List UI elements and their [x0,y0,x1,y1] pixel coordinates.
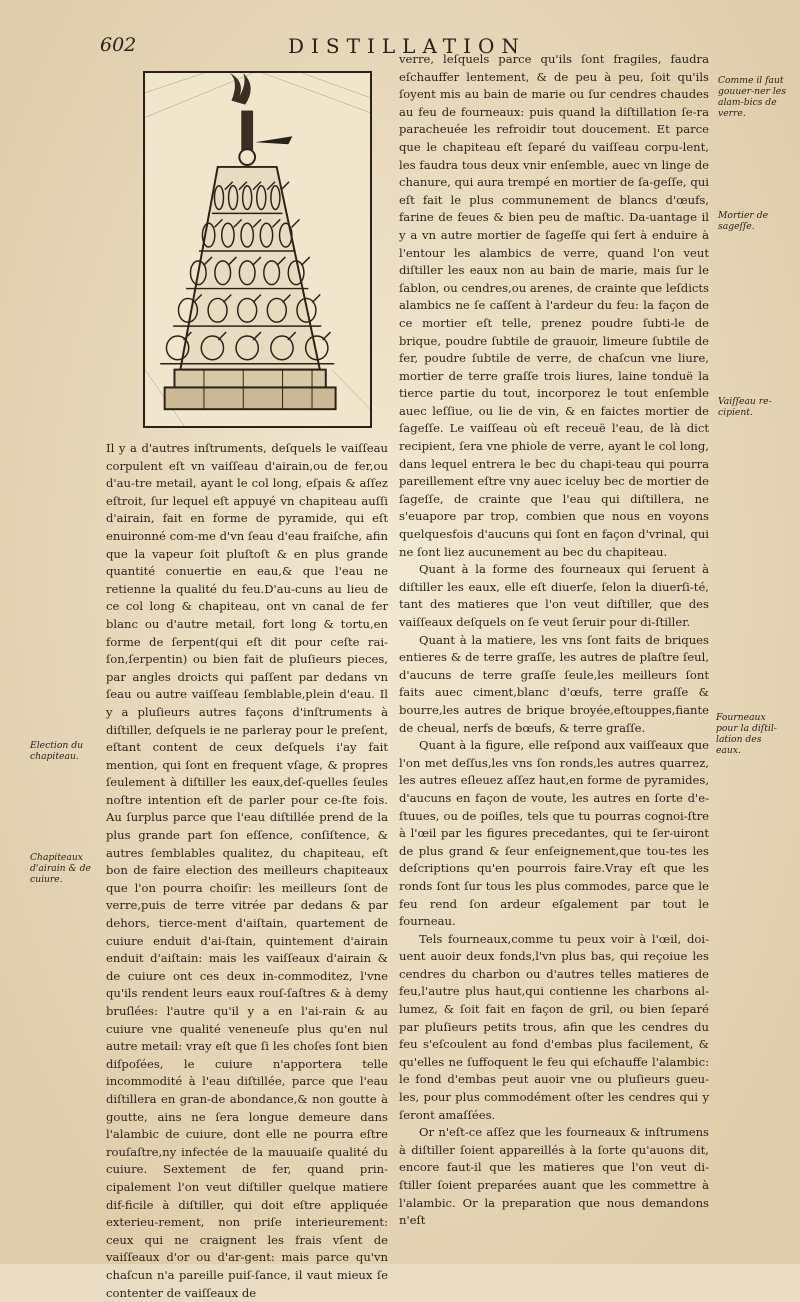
left-text-column [106,440,388,1302]
margin-note: Mortier de sageſſe. [718,210,769,232]
paragraph: Il y a d'autres inſtruments, deſquels le vaiſſeau corpulent eſt vn vaiſſeau d'airain,ou de fer,ou d'au-tre metail, ayant le col long, eſpais & aſſez eſtroit, ſur lequel eſt appuyé vn chapiteau auſſi d'airain, fait en forme de pyramide, qui eſt enuironné com-me d'vn ſeau d'eau fraiſche, afin que la vapeur ſoit pluſtoſt & en plus grande quantité conuertie en eau,& que l'eau ne retienne la qualité du feu.D'au-cuns au lieu de ce col long & chapiteau, ont vn canal de fer blanc ou d'autre metail, fort long & tortu,en forme de ſerpent(qui eſt dit pour ceſte rai-ſon,ſerpentin) ou bien fait de pluſieurs pieces, par angles droicts qui paſſent par dedans vn ſeau ou autre vaiſſeau ſemblable,plein d'eau. Il y a pluſieurs autres façons d'inſtruments à diſtiller, deſquels ie ne parleray pour le preſent, eſtant content de ceux deſquels i'ay fait mention, qui ſont en frequent vſage, & propres ſeulement à diſtiller les eaux,deſ-quelles ſeules noſtre intention eſt de parler pour ce-ſte fois. Au ſurplus parce que l'eau diſtillée prend de la plus grande part ſon eſſence, conſiſtence, & autres ſemblables qualitez, du chapiteau, eſt bon de faire election des meilleurs chapiteaux que l'on pourra choiſir: les meilleurs ſont de verre,puis de terre vitrée par dedans & par dehors, tierce-ment d'aiſtain, quartement de cuiure enduit d'ai-ſtain, quintement d'airain enduit d'aiſtain: mais les vaiſſeaux d'airain & de cuiure ont ces deux in-commoditez, l'vne qu'ils rendent leurs eaux rouſ-ſaſtres & à demy bruſlées: l'autre qu'il y a en l'ai-rain & au cuiure vne qualité veneneuſe plus qu'en nul autre metail: vray eſt que ſi les choſes ſont bien diſpoſées, le cuiure n'apportera telle incommodité à l'eau diſtillée, parce que l'eau diſtillera en gran-de abondance,& non goutte à goutte, ains ne ſera longue demeure dans l'alambic de cuiure, dont elle ne pourra eſtre rouſaſtre,ny infectée de la mauuaiſe qualité du cuiure. Sextement de fer, quand prin-cipalement l'on veut diſtiller quelque matiere dif-ficile à diſtiller, qui doit eſtre appliquée exterieu-rement, non priſe interieurement: ceux qui ne craignent les frais vſent de vaiſſeaux d'or ou d'ar-gent: mais parce qu'vn chaſcun n'a pareille puiſ-ſance, il vaut mieux ſe contenter de vaiſſeaux de [106,441,388,1300]
paragraph: verre, leſquels parce qu'ils ſont fragiles, faudra eſchauffer lentement, & de peu à peu, ſoit qu'ils ſoyent mis au bain de marie ou ſur cendres chaudes au feu de fourneaux: puis quand la diſtillation ſe-ra paracheuée les refroidir tout doucement. Et parce que le chapiteau eſt ſeparé du vaiſſeau corpu-lent, les faudra tous deux vnir enſemble, auec vn linge de chanure, qui aura trempé en mortier de ſa-geſſe, qui eſt fait le plus communement de blancs d'œufs, farine de feues & bien peu de maſtic. Da-uantage il y a vn autre mortier de ſageſſe qui ſert à enduire à l'entour les alambics de verre, quand l'on veut diſtiller les eaux non au bain de marie, mais ſur le ſablon, ou cendres,ou arenes, de crainte que leſdicts alambics ne ſe caſſent à l'ardeur du feu: la façon de ce mortier eſt telle, prenez poudre ſubti-le de brique, poudre ſubtile de grauoir, limeure ſubtile de fer, poudre ſubtile de verre, de chaſcun vne liure, mortier de terre graſſe trois liures, laine tonduë la tierce partie du tout, incorporez le tout enſemble auec leſſiue, ou lie de vin, & en faictes mortier de ſageſſe. Le vaiſſeau où eſt receuë l'eau, de là dict recipient, ſera vne phiole de verre, ayant le col long, dans lequel entrera le bec du chapi-teau qui pourra pareillement eſtre vny auec iceluy bec de mortier de ſageſſe, de crainte que l'eau qui diſtillera, ne s'euapore par trop, combien que nous en voyons quelquesfois d'aucuns qui ſont en façon d'vrinal, qui ne ſont liez aucunement au bec du chapiteau. [399,52,709,559]
margin-note: Vaiſſeau re-cipient. [718,396,772,418]
page-number: 602 [100,34,137,56]
margin-note: Chapiteaux d'airain & de cuiure. [30,852,91,885]
margin-note: Fourneaux pour la diſtil-lation des eaux. [716,712,777,756]
paragraph: Quant à la matiere, les vns ſont faits de briques entieres & de terre graſſe, les autres de plaſtre ſeul, d'aucuns de terre graſſe ſeule,les meilleurs ſont faits auec ciment,blanc d'œufs, terre graſſe & bourre,les autres de brique broyée,eſtouppes,fiante de cheual, nerfs de bœufs, & terre graſſe. [399,632,709,735]
paragraph: Or n'eſt-ce aſſez que les fourneaux & inſtrumens à diſtiller ſoient appareillés à la ſorte qu'auons dit, encore faut-il que les matieres que l'on veut di-ſtiller ſoient preparées auant que les commettre à l'alambic. Or la preparation que nous demandons n'eſt [399,1125,709,1228]
paragraph: Quant à la forme des fourneaux qui ſeruent à diſtiller les eaux, elle eſt diuerſe, ſelon la diuerſi-té, tant des matieres que l'on veut diſtiller, que des vaiſſeaux deſquels on ſe veut ſeruir pour di-ſtiller. [399,562,709,629]
running-head: DISTILLATION [288,34,526,58]
margin-note: Comme il faut gouuer-ner les alam-bics de verre. [718,75,786,119]
paragraph: Tels fourneaux,comme tu peux voir à l'œil, doi-uent auoir deux fonds,l'vn plus bas, qui reçoiue les cendres du charbon ou d'autres telles matieres de feu,l'autre plus haut,qui contienne les charbons al-lumez, & ſoit fait en façon de gril, ou bien ſeparé par pluſieurs petits trous, afin que les cendres du feu s'eſcoulent au fond d'embas plus facilement, & qu'elles ne ſuffoquent le feu qui eſchauffe l'alambic: le fond d'embas peut auoir vne ou pluſieurs gueu-les, pour plus commodément oſter les cendres qui y ſeront amaſſées. [399,931,709,1122]
furnace-with-alembics-icon [145,73,370,426]
right-text-column [399,51,709,1230]
margin-note: Election du chapiteau. [30,740,84,762]
furnace-woodcut-illustration [143,71,372,428]
paragraph: Quant à la figure, elle reſpond aux vaiſſeaux que l'on met deſſus,les vns ſon ronds,les autres quarrez, les autres eſleuez aſſez haut,en forme de pyramides, d'aucuns en façon de voute, les autres en ſorte d'e-ſtuues, ou de poiſles, tels que tu pourras cognoi-ſtre à l'œil par les figures precedantes, qui te ſer-uiront de plus grand & ſeur enſeignement,que tou-tes les deſcriptions qu'en pourrois faire.Vray eſt que les ronds ſont ſur tous les plus commodes, parce que le feu rend ſon ardeur eſgalement par tout le fourneau. [399,738,709,929]
